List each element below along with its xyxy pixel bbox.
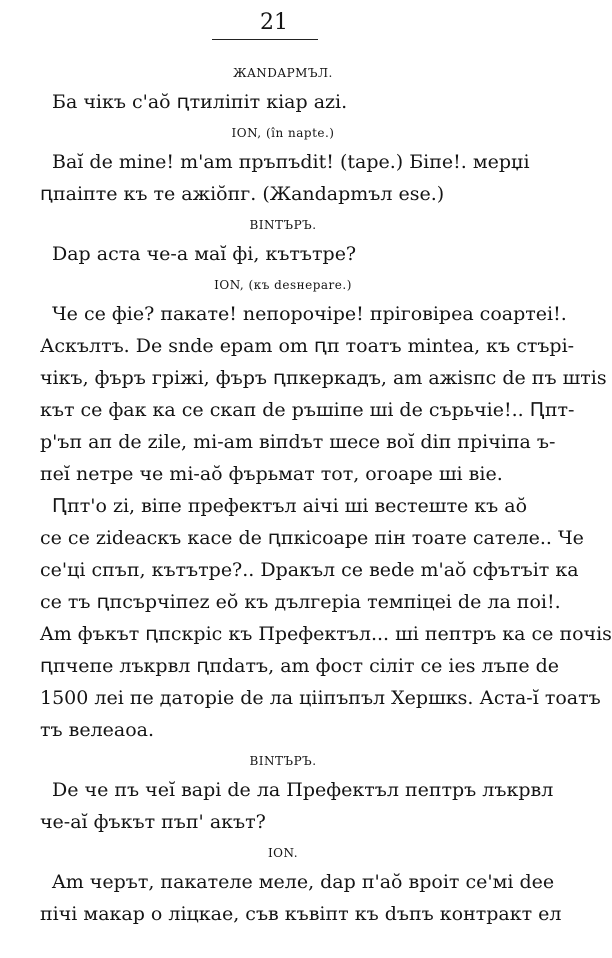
text-line: ԥпчепе лъкрвл ԥпdатъ, am фост сіліт се іеѕ лъпе de	[40, 655, 560, 677]
text-line: кът се фак ка се скап de ръшіпе ші de сърьчіе!.. Ԥпт-	[40, 399, 575, 421]
text-line: чікъ, фъръ гріжі, фъръ ԥпкеркадъ, am ажіѕпс de пъ штіѕ	[40, 367, 607, 389]
speaker-label: ION, (în napte.)	[231, 126, 335, 140]
text-line: се се zideaскъ касе de ԥпкісоаре пін тоате сателе.. Че	[40, 527, 584, 549]
text-line: се'ці спъп, кътътре?.. Dракъл се веde m'аŏ сфътъіт ка	[40, 559, 579, 581]
dialogue-text	[40, 66, 612, 930]
text-line: Че се фіе? пакате! nепорочіре! пріговіреа соартеі!.	[52, 303, 567, 325]
text-line: р'ъп ап de zile, mі-am віпdът шесе воĭ dіп прічіпа ъ-	[40, 431, 556, 453]
text-line: Аскълтъ. De ѕnde epam om ԥп тоатъ mintea, къ стърі-	[40, 335, 575, 357]
text-line: ԥпаіпте къ те ажіŏпг. (Жandapmъл esе.)	[40, 183, 445, 205]
text-line: пічі макар о ліцкае, съв къвіпт къ dъпъ контракт ел	[40, 903, 562, 925]
text-line: Am фъкът ԥпскріс къ Префектъл... ші пептръ ка се почіѕ	[40, 623, 612, 645]
speaker-label: ION.	[267, 846, 299, 860]
speaker-label: BINTЪPЪ.	[249, 218, 317, 232]
text-line: се тъ ԥпсърчіпеz еŏ къ дългеріа темпіцеі de ла поі!.	[40, 591, 561, 613]
text-line: Ԥпт'о zi, віпе префектъл аічі ші вестеште къ аŏ	[52, 495, 528, 517]
speaker-label: ION, (къ desнерare.)	[214, 278, 352, 292]
text-line: 1500 леі пе даторіе de ла цііпъпъл Хершкѕ. Аста-ĭ тоатъ	[40, 687, 601, 709]
text-line: Ба чікъ с'аŏ ԥтиліпіт кіар azi.	[52, 91, 348, 113]
speaker-label: ЖANDAPMЪЛ.	[233, 66, 333, 80]
text-line: Ваĭ de mine! m'am пръпъdit! (tape.) Біпе!. мерџі	[52, 151, 530, 173]
text-line: Am черът, пакателе меле, dар п'аŏ вроіт се'мі dее	[52, 871, 555, 893]
page-number: 21	[260, 10, 288, 35]
text-line: пеĭ nетре че mі-аŏ фърьмат тот, огоаре ші віе.	[40, 463, 503, 485]
header-rule	[212, 39, 318, 40]
text-line: Dар аста че-а маĭ фі, кътътре?	[52, 243, 357, 265]
text-line: De че пъ чеĭ ваpі de ла Префектъл пептръ лъкрвл	[52, 779, 554, 801]
speaker-label: BINTЪPЪ.	[249, 754, 317, 768]
text-line: тъ велеаоа.	[40, 719, 155, 741]
text-line: че-аĭ фъкът пъп' акът?	[40, 811, 266, 833]
